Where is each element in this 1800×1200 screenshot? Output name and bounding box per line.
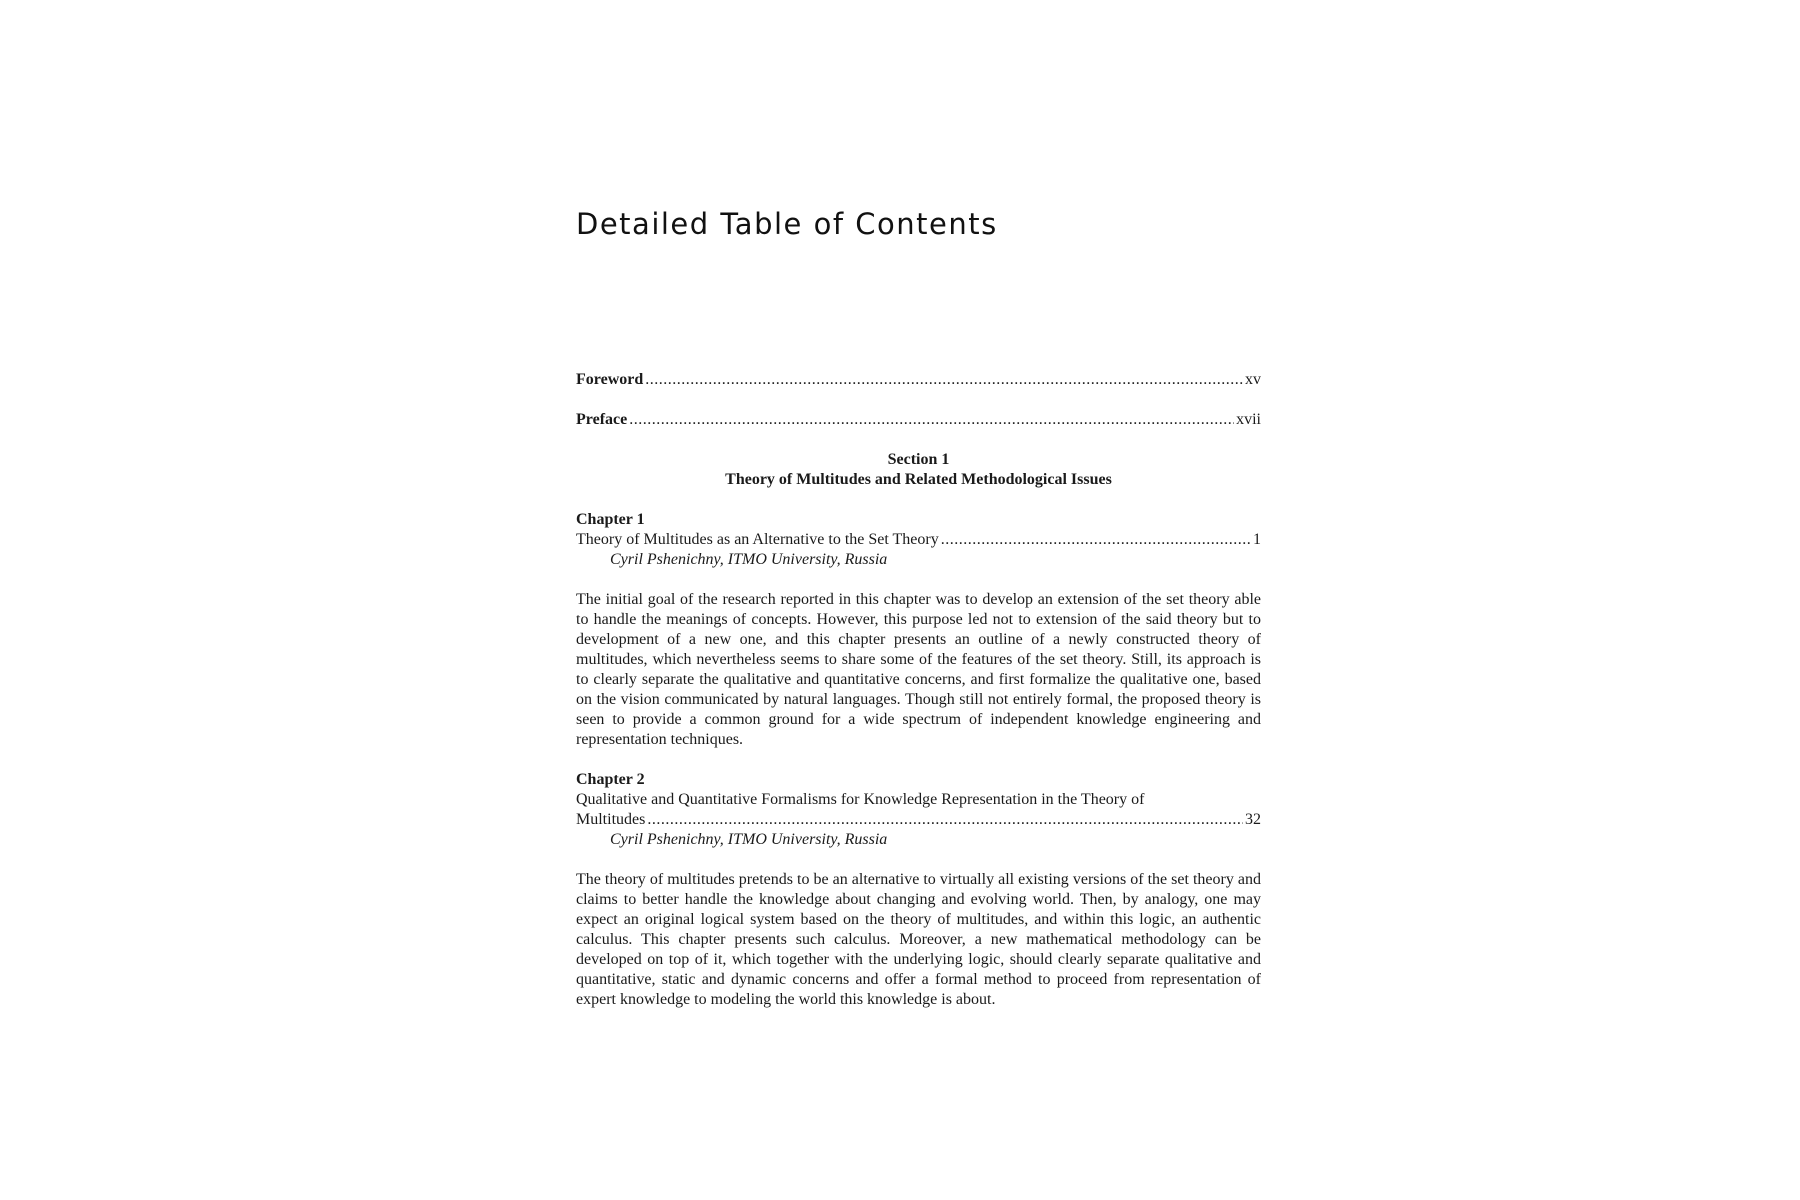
chapter-abstract: The initial goal of the research reported in this chapter was to develop an extension of the set theory able to handle the meanings of concepts. However, this purpose led not to extension of the said theory but to development of a new one, and this chapter presents an outline of a newly constructed theory of multitudes, which nevertheless seems to share some of the features of the set theory. Still, its approach is to clearly separate the qualitative and quantitative concerns, and first formalize the qualitative one, based on the vision communicated by natural languages. Though still not entirely formal, the proposed theory is seen to provide a common ground for a wide spectrum of independent knowledge engineering and representation techniques. <box>576 591 1261 748</box>
chapter-title-line2: Multitudes <box>576 811 646 828</box>
toc-entry-preface[interactable] <box>576 410 1261 430</box>
table-of-contents <box>576 370 1261 1030</box>
chapter-author: Cyril Pshenichny, ITMO University, Russia <box>610 551 888 568</box>
chapter-number: Chapter 2 <box>576 771 645 788</box>
chapter-page: 32 <box>1245 811 1261 828</box>
chapter-author: Cyril Pshenichny, ITMO University, Russia <box>610 831 888 848</box>
chapter-1 <box>576 510 1261 750</box>
chapter-page: 1 <box>1253 531 1261 548</box>
dot-leader <box>645 370 1243 390</box>
toc-entry-page: xvii <box>1236 411 1261 428</box>
toc-entry-page: xv <box>1245 371 1261 388</box>
dot-leader <box>629 410 1234 430</box>
section-number: Section 1 <box>887 451 950 468</box>
chapter-title-entry[interactable] <box>576 810 1261 830</box>
page-title: Detailed Table of Contents <box>576 207 998 241</box>
chapter-2 <box>576 770 1261 1010</box>
section-title: Theory of Multitudes and Related Methodological Issues <box>725 471 1112 488</box>
dot-leader <box>941 530 1251 550</box>
dot-leader <box>647 810 1243 830</box>
section-heading <box>576 450 1261 490</box>
chapter-title: Theory of Multitudes as an Alternative to the Set Theory <box>576 531 939 548</box>
toc-entry-foreword[interactable] <box>576 370 1261 390</box>
toc-entry-label: Foreword <box>576 371 644 388</box>
chapter-number: Chapter 1 <box>576 511 645 528</box>
chapter-abstract: The theory of multitudes pretends to be an alternative to virtually all existing versions of the set theory and claims to better handle the knowledge about changing and evolving world. Then, by analogy, one may expect an original logical system based on the theory of multitudes, and within this logic, an authentic calculus. This chapter presents such calculus. Moreover, a new mathematical methodology can be developed on top of it, which together with the underlying logic, should clearly separate qualitative and quantitative, static and dynamic concerns and offer a formal method to proceed from representation of expert knowledge to modeling the world this knowledge is about. <box>576 871 1261 1008</box>
chapter-title-entry[interactable] <box>576 530 1261 550</box>
toc-entry-label: Preface <box>576 411 628 428</box>
chapter-title-line1[interactable]: Qualitative and Quantitative Formalisms for Knowledge Representation in the Theory of <box>576 791 1145 808</box>
